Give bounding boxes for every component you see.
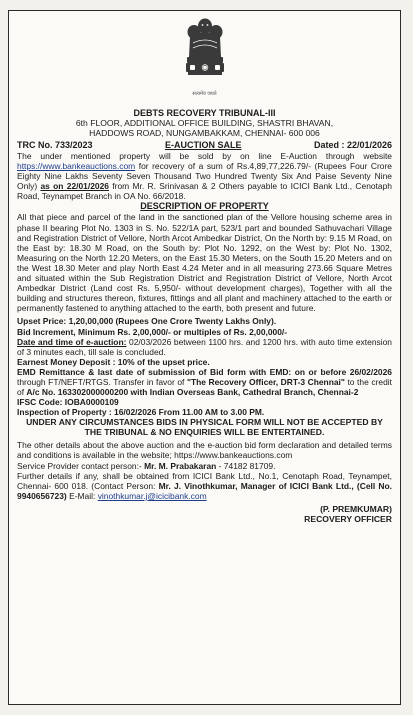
remittance-connector: to the credit of (17, 376, 392, 398)
further-details-text: Further details if any, shall be obtained from ICICI Bank Ltd., No.1, Cenotaph Road, Teynampet, Chennai- 600 018. (Contact Person: (17, 470, 392, 491)
emblem-motto: सत्यमेव जयते (192, 91, 217, 97)
notice-date: Dated : 22/01/2026 (313, 140, 392, 150)
earnest-money-deposit: Earnest Money Deposit : 10% of the upset price. (17, 356, 210, 367)
notice-title: E-AUCTION SALE (165, 140, 242, 150)
physical-bid-warning: UNDER ANY CIRCUMSTANCES BIDS IN PHYSICAL FORM WILL NOT BE ACCEPTED BY THE TRIBUNAL & NO ENQUIRIES WILL BE ENTERTAINED. (26, 417, 383, 438)
ifsc-code: IFSC Code: IOBA0000109 (17, 397, 119, 408)
further-details (17, 471, 392, 501)
address-line-1: 6th FLOOR, ADDITIONAL OFFICE BUILDING, SHASTRI BHAVAN, (75, 118, 334, 128)
remittance-payee: "The Recovery Officer, DRT-3 Chennai" (186, 376, 345, 387)
signatory-title: RECOVERY OFFICER (304, 513, 392, 524)
as-on-date: as on 22/01/2026 (40, 181, 109, 192)
signatory-name: (P. PREMKUMAR) (320, 503, 392, 514)
property-heading: DESCRIPTION OF PROPERTY (140, 201, 269, 212)
service-provider-contact (17, 461, 392, 471)
intro-text-1: The under mentioned property will be sold by on line E-Auction through website (17, 151, 392, 161)
auction-notice (8, 10, 401, 705)
auction-date-text: 02/03/2026 between 1100 hrs. and 1200 hrs. with auto time extension of 3 minutes each, till sale is concluded. (17, 336, 392, 357)
bank-contact-person: Mr. J. Vinothkumar, Manager of ICICI Bank Ltd., (Cell No. 9940656723) (17, 480, 392, 501)
tribunal-name: DEBTS RECOVERY TRIBUNAL-III (133, 108, 276, 118)
auction-date-label: Date and time of e-auction: (17, 336, 127, 347)
signature-block (17, 504, 392, 524)
email-label: E-Mail: (66, 490, 98, 501)
intro-text-3: from Mr. R. Srinivasan & 2 Others payable to ICICI Bank Ltd., Cenotaph Road, Teynampet Branch in OA No. 66/2018. (17, 181, 392, 202)
ashoka-emblem-icon (178, 15, 232, 97)
trc-number: TRC No. 733/2023 (17, 140, 93, 150)
service-provider-label: Service Provider contact person:- (17, 460, 145, 471)
other-details: The other details about the above auction and the e-auction bid form declaration and detailed terms and conditions is available in the website; https://www.bankeauctions.com (17, 440, 392, 461)
remittance-mode: through FT/NEFT/RTGS. Transfer in favor of (17, 376, 187, 387)
property-description: All that piece and parcel of the land in the sanctioned plan of the Vellore housing scheme area in phase II bearing Plot No. 1303 in S. No. 522/1A part, 523/1 part and bounded Sathuvachari Village and Registration District of Vellore, North Arcot Ambedkar District, On the North by: 9.15 M Road, on the East by: 18.30 M Road, on the South by: Plot No. 1292, on the West by: Plot No. 1302, Measuring on the North 12.20 Meters, on the East 15.30 Meters, on the South 15.20 Meters and on the West 18.30 Meter and play North East 4.24 Meter and in all measuring 273.66 Square Metres and situated within the Sub Registration District and Registration District of Vellore, North Arcot Ambedkar District (Land cost Rs. 5,950/- without development charges), Together with all the building and structures thereon, fixtures, fittings and all plant and machinery attached to the earth or permanently fastened to anything attached to the earth, both present and future. (17, 212, 392, 314)
intro-paragraph (17, 151, 392, 201)
inspection-date: Inspection of Property : 16/02/2026 From 11.00 AM to 3.00 PM. (17, 407, 265, 418)
service-provider-phone: - 74182 81709. (216, 460, 276, 471)
remittance-deadline: EMD Remittance & last date of submission of Bid form with EMD: on or before 26/02/2026 (17, 366, 392, 377)
auction-website-link[interactable]: https://www.bankeauctions.com (17, 161, 136, 172)
emd-remittance (17, 367, 392, 397)
intro-text-2: for recovery of a sum of Rs.4,89,77,226.79/- (Rupees Four Crore Eighty Nine Lakhs Seventy Seven Thousand Two Hundred Twenty Six And Paise Seventy Nine Only) (17, 161, 392, 192)
bid-increment: Bid Increment, Minimum Rs. 2,00,000/- or multiples of Rs. 2,00,000/- (17, 326, 288, 337)
address-line-2: HADDOWS ROAD, NUNGAMBAKKAM, CHENNAI- 600 006 (89, 128, 320, 138)
reference-row (17, 139, 392, 151)
emblem-block (17, 15, 392, 107)
auction-date-paragraph (17, 337, 392, 357)
service-provider-person: Mr. M. Prabakaran (144, 460, 217, 471)
remittance-account: A/c No. 163302000000200 with Indian Overseas Bank, Cathedral Branch, Chennai-2 (26, 387, 359, 398)
upset-price: Upset Price: 1,20,00,000 (Rupees One Crore Twenty Lakhs Only). (17, 316, 277, 327)
contact-email-link[interactable]: vinothkumar.j@icicibank.com (97, 490, 207, 501)
